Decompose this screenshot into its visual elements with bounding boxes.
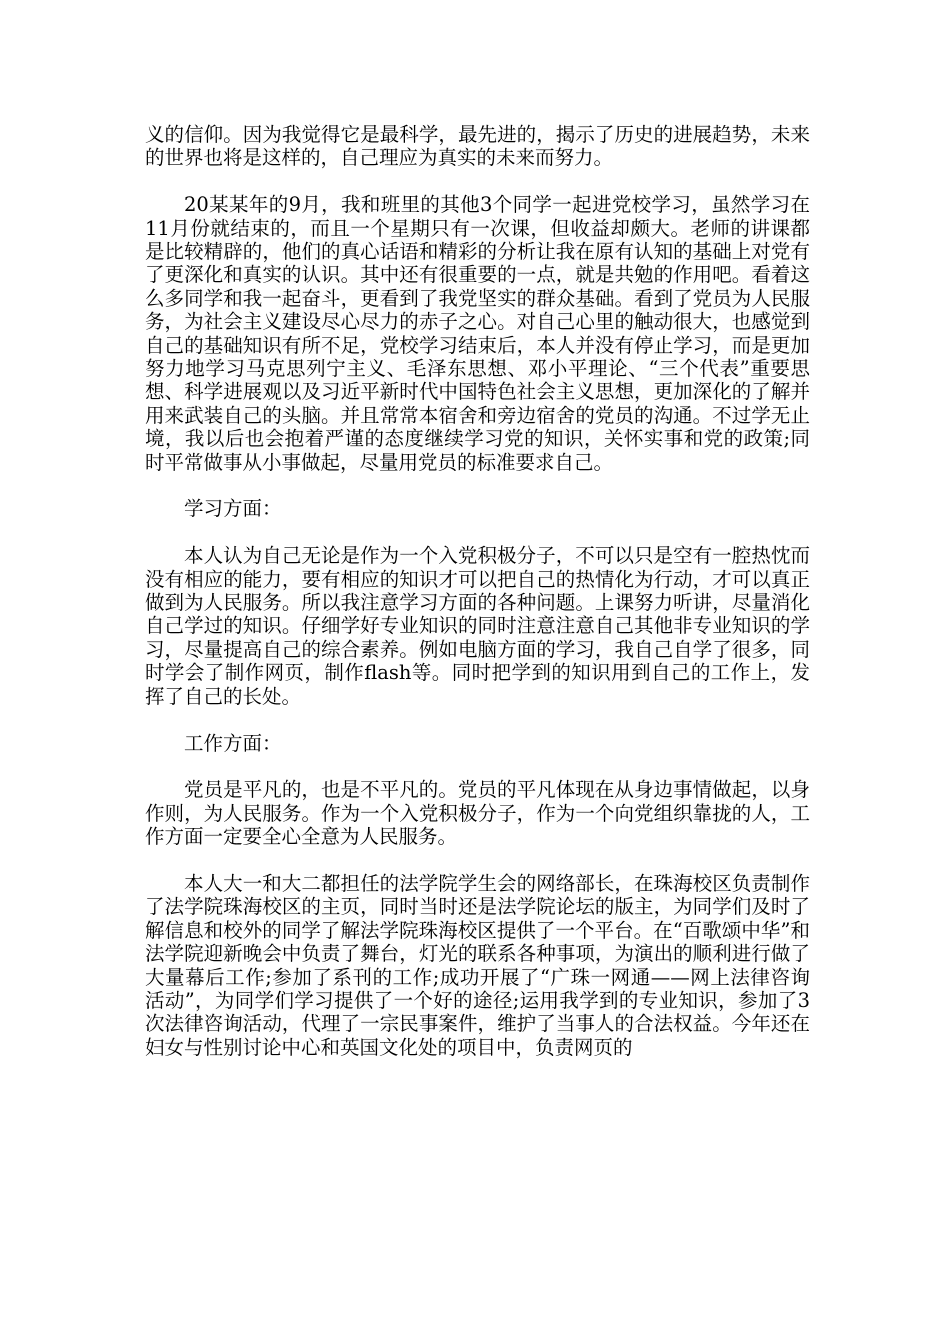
section-heading-work: 工作方面：: [184, 731, 282, 755]
section-heading-study: 学习方面：: [184, 497, 282, 521]
paragraph-intro-continuation: 义的信仰。因为我觉得它是最科学，最先进的，揭示了历史的进展趋势，未来的世界也将是这样的，自己理应为真实的未来而努力。: [145, 123, 810, 170]
document-page: [145, 123, 810, 1083]
paragraph-study: 本人认为自己无论是作为一个入党积极分子，不可以只是空有一腔热忱而没有相应的能力，要有相应的知识才可以把自己的热情化为行动，才可以真正做到为人民服务。所以我注意学习方面的各种问题。上课努力听讲，尽量消化自己学过的知识。仔细学好专业知识的同时注意注意自己其他非专业知识的学习，尽量提高自己的综合素养。例如电脑方面的学习，我自己自学了很多，同时学会了制作网页，制作flash等。同时把学到的知识用到自己的工作上，发挥了自己的长处。: [145, 544, 810, 708]
paragraph-party-school-study: 20某某年的9月，我和班里的其他3个同学一起进党校学习，虽然学习在11月份就结束的，而且一个星期只有一次课，但收益却颇大。老师的讲课都是比较精辟的，他们的真心话语和精彩的分析让我在原有认知的基础上对党有了更深化和真实的认识。其中还有很重要的一点，就是共勉的作用吧。看着这么多同学和我一起奋斗，更看到了我党坚实的群众基础。看到了党员为人民服务，为社会主义建设尽心尽力的赤子之心。对自己心里的触动很大，也感觉到自己的基础知识有所不足，党校学习结束后，本人并没有停止学习，而是更加努力地学习马克思列宁主义、毛泽东思想、邓小平理论、“三个代表”重要思想、科学进展观以及习近平新时代中国特色社会主义思想，更加深化的了解并用来武装自己的头脑。并且常常本宿舍和旁边宿舍的党员的沟通。不过学无止境，我以后也会抱着严谨的态度继续学习党的知识，关怀实事和党的政策;同时平常做事从小事做起，尽量用党员的标准要求自己。: [145, 193, 810, 474]
paragraph-work-intro: 党员是平凡的，也是不平凡的。党员的平凡体现在从身边事情做起，以身作则，为人民服务。作为一个入党积极分子，作为一个向党组织靠拢的人，工作方面一定要全心全意为人民服务。: [145, 778, 810, 849]
paragraph-work-details: 本人大一和大二都担任的法学院学生会的网络部长，在珠海校区负责制作了法学院珠海校区的主页，同时当时还是法学院论坛的版主，为同学们及时了解信息和校外的同学了解法学院珠海校区提供了一个平台。在“百歌颂中华”和法学院迎新晚会中负责了舞台，灯光的联系各种事项，为演出的顺利进行做了大量幕后工作;参加了系刊的工作;成功开展了“广珠一网通——网上法律咨询活动”，为同学们学习提供了一个好的途径;运用我学到的专业知识，参加了3次法律咨询活动，代理了一宗民事案件，维护了当事人的合法权益。今年还在妇女与性别讨论中心和英国文化处的项目中，负责网页的: [145, 871, 810, 1059]
